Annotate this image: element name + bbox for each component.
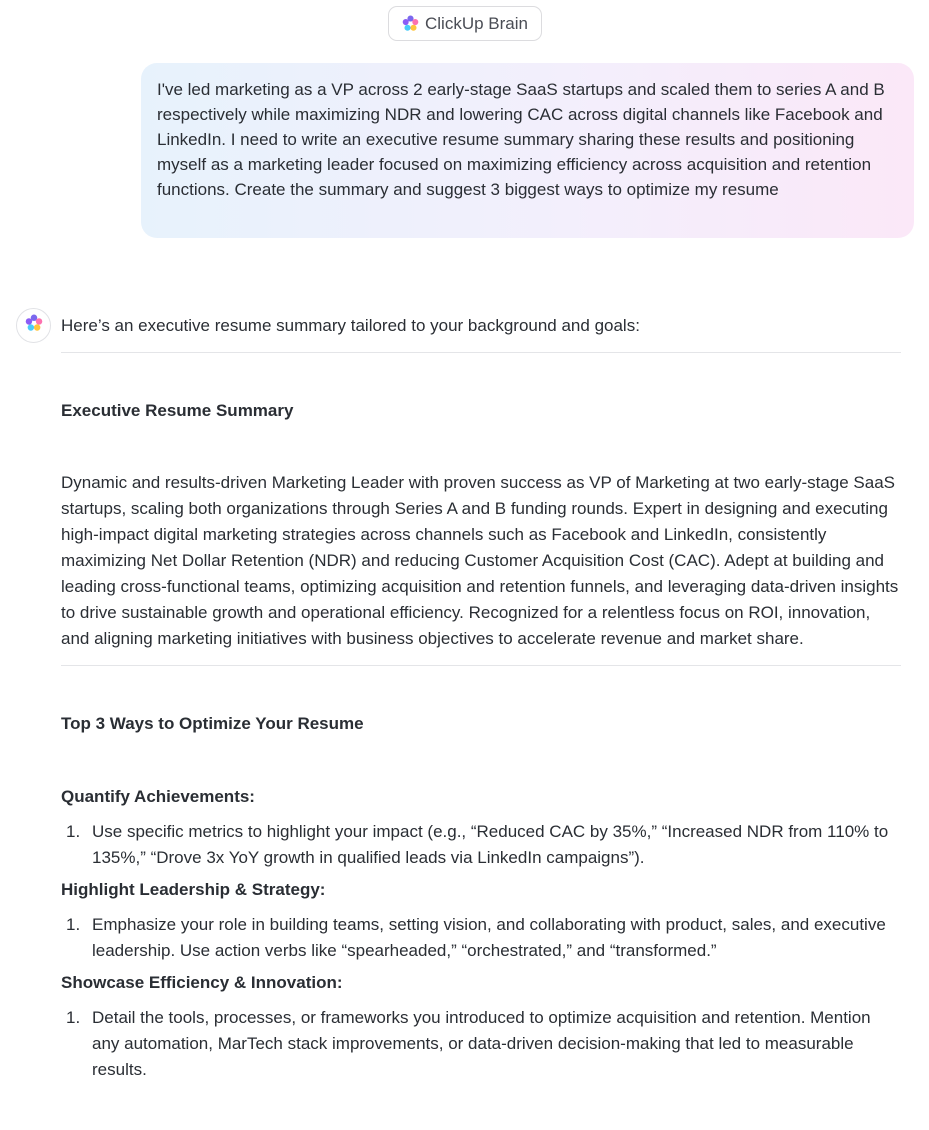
list-item [61, 819, 901, 871]
clickup-brain-icon [402, 15, 419, 32]
ai-avatar [16, 308, 51, 343]
user-message-text: I've led marketing as a VP across 2 early-stage SaaS startups and scaled them to series A and B respectively while maximizing NDR and lowering CAC across digital channels like Facebook and LinkedIn. I need to write an executive resume summary sharing these results and positioning myself as a marketing leader focused on maximizing efficiency across acquisition and retention functions. Create the summary and suggest 3 biggest ways to optimize my resume [157, 80, 885, 199]
tip-text: Detail the tools, processes, or frameworks you introduced to optimize acquisition and retention. Mention any automation, MarTech stack improvements, or data-driven decision-making that led to measurable results. [92, 1008, 871, 1079]
list-number: 1. [66, 822, 81, 841]
summary-text: Dynamic and results-driven Marketing Leader with proven success as VP of Marketing at two early-stage SaaS startups, scaling both organizations through Series A and B funding rounds. Expert in designing and executing high-impact digital marketing strategies across channels such as Facebook and LinkedIn, consistently maximizing Net Dollar Retention (NDR) and reducing Customer Acquisition Cost (CAC). Adept at building and leading cross-functional teams, optimizing acquisition and retention funnels, and leveraging data-driven insights to drive sustainable growth and operational efficiency. Recognized for a relentless focus on ROI, innovation, and aligning marketing initiatives with business objectives to accelerate revenue and market share. [61, 473, 899, 648]
list-item [61, 912, 901, 964]
tip-text: Emphasize your role in building teams, setting vision, and collaborating with product, sales, and executive leadership. Use action verbs like “spearheaded,” “orchestrated,” and “transformed.” [92, 915, 886, 960]
list-number: 1. [66, 1008, 81, 1027]
clickup-brain-icon [25, 314, 43, 337]
tip-title-efficiency: Showcase Efficiency & Innovation: [61, 973, 343, 992]
tip-title-quantify: Quantify Achievements: [61, 787, 255, 806]
tip-list [61, 912, 901, 964]
tip-list [61, 819, 901, 871]
tip-list [61, 1005, 901, 1083]
user-message-bubble [141, 63, 914, 238]
list-number: 1. [66, 915, 81, 934]
clickup-brain-pill[interactable] [388, 6, 542, 41]
divider [61, 352, 901, 353]
divider [61, 665, 901, 666]
tip-title-leadership: Highlight Leadership & Strategy: [61, 880, 326, 899]
list-item [61, 1005, 901, 1083]
app-name: ClickUp Brain [425, 13, 528, 33]
ai-response [61, 313, 901, 1083]
tip-text: Use specific metrics to highlight your impact (e.g., “Reduced CAC by 35%,” “Increased NDR from 110% to 135%,” “Drove 3x YoY growth in qualified leads via LinkedIn campaigns”). [92, 822, 889, 867]
response-intro: Here’s an executive resume summary tailored to your background and goals: [61, 316, 640, 335]
tips-heading: Top 3 Ways to Optimize Your Resume [61, 714, 364, 733]
summary-heading: Executive Resume Summary [61, 401, 294, 420]
